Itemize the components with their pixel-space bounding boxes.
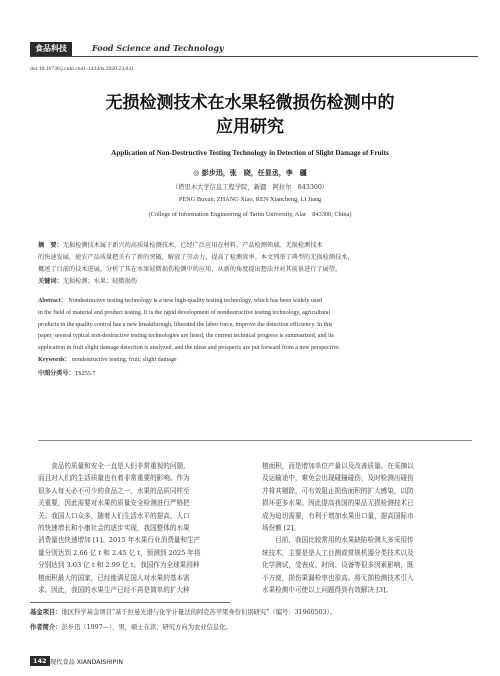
body-line: 求。因此，我国的水果生产已经不再是简单的扩大种 bbox=[38, 586, 190, 595]
funding-label: 基金项目： bbox=[30, 609, 62, 616]
body-line: 植面积最大的国家，已经能满足国人对水果的基本需 bbox=[38, 573, 190, 582]
english-title: Application of Non-Destructive Testing Technology in Detection of Slight Damage of Fruits bbox=[111, 149, 389, 157]
abstract-en bbox=[38, 296, 472, 381]
body-line: 而且对人们的生活质量也有着非常重要的影响。作为 bbox=[38, 474, 190, 483]
body-line: 消费量也快速增加 [1]。2015 年水果行业消费量和生产 bbox=[38, 536, 201, 545]
journal-name: Food Science and Technology bbox=[92, 43, 224, 53]
body-line: 场份额 [2]。 bbox=[262, 524, 300, 533]
publication-name: 现代食品 XIANDAISHIPIN bbox=[50, 659, 123, 666]
body-line: 化学测试，受表皮、时间、设备等很多因素影响，既 bbox=[262, 561, 414, 570]
keywords-cn: 无损检测；水果；轻微损伤 bbox=[62, 278, 137, 285]
affiliation-cn: （塔里木大学信息工程学院，新疆 阿拉尔 843300） bbox=[171, 184, 329, 191]
clc-label: 中图分类号： bbox=[38, 370, 75, 377]
footnote-rule bbox=[30, 602, 230, 603]
body-column-left bbox=[38, 460, 244, 596]
abstract-en-line: products in the quality control has a new breakthrough, liberated the labor force, improve the detection efficiency. In this bbox=[38, 321, 333, 328]
author-note bbox=[30, 622, 478, 631]
authors-en: PENG Buxun, ZHANG Xiao, REN Xiancheng, LI Jiang bbox=[178, 196, 322, 203]
abstract-cn-line: 概述了目前的技术进展，分析了其在水果轻微损伤检测中的应用，从新的角度提出想法并对其前景进行了展望。 bbox=[38, 266, 342, 273]
body-line: 关重要，因此需要对水果的质量安全检测进行严格把 bbox=[38, 499, 190, 508]
body-line: 植面积，而是增加单位产量以及改善质量。在采摘以 bbox=[262, 462, 414, 470]
author-note-label: 作者简介： bbox=[30, 624, 62, 631]
body-column-right bbox=[262, 460, 468, 596]
body-line: 并将其剔除，可有效阻止损伤面积的扩大感染，以防 bbox=[262, 486, 414, 495]
abstract-en-line: Nondestructive testing technology is a new high-quality testing technology, which has been widely used bbox=[68, 298, 323, 304]
authors-cn: ◎ 彭步迅，张 晓，任显丞，李 疆 bbox=[193, 168, 307, 177]
doi: doi:10.16736/j.cnki.cn41-1434/ts.2020.23.041 bbox=[30, 66, 134, 72]
body-line: 分别达到 3.03 亿 t 和 2.99 亿 t。我国作为全球果园种 bbox=[38, 561, 200, 570]
body-line: 目前，我国比较常用的水果缺陷检测大多采用传 bbox=[262, 536, 414, 545]
body-line: 量分别达到 2.66 亿 t 和 2.45 亿 t，预测到 2025 年将 bbox=[38, 548, 201, 557]
body-line: 及运输途中，难免会出现碰撞碰伤，及时检测出碰伤 bbox=[262, 474, 414, 483]
title-line-1: 无损检测技术在水果轻微损伤检测中的 bbox=[105, 93, 395, 113]
body-line: 成为迫切需要，有利于增加水果出口量，提高国际市 bbox=[262, 511, 414, 520]
body-line: 损坏更多水果。因此提高我国的果品无损检测技术已 bbox=[262, 499, 414, 508]
funding-note bbox=[30, 607, 478, 616]
keywords-cn-label: 关键词： bbox=[38, 278, 63, 285]
body-line: 关。我国人口众多，随着人们生活水平的提高，人口 bbox=[38, 511, 190, 520]
body-line: 水果检测中可使以上问题得到有效解决 [3]。 bbox=[262, 586, 393, 595]
header-rule bbox=[30, 56, 478, 57]
body-line: 不方便，损伤果漏检率也很高。将无损检测技术引入 bbox=[262, 573, 414, 582]
body-line: 食品的质量和安全一直是人们非常重视的问题， bbox=[38, 462, 190, 470]
abstract-cn-label: 摘 要： bbox=[38, 242, 63, 249]
abstract-en-line: paper, several typical non-destructive testing technologies are listed, the current technical progress is summarized, and its bbox=[38, 333, 334, 340]
abstract-cn bbox=[38, 240, 472, 288]
page-number: 142 bbox=[30, 656, 50, 666]
body-line: 的快速增长和小康社会的逐步实现，我国整体的水果 bbox=[38, 524, 190, 533]
affiliation-en: (College of Information Engineering of Tarim University, Alar 843300, China) bbox=[148, 211, 352, 218]
keywords-en: nondestructive testing; fruit; slight damage bbox=[72, 356, 177, 363]
abstract-en-line: in the field of material and product testing. It is the rapid development of nondestructive testing technology, agricultural bbox=[38, 309, 331, 316]
clc-number: TS255.7 bbox=[74, 370, 96, 377]
body-line: 很多人每天必不可少的食品之一，水果的品质同样至 bbox=[38, 486, 190, 495]
abstract-en-label: Abstract： bbox=[38, 298, 67, 304]
abstract-divider bbox=[38, 440, 472, 441]
abstract-en-line: application in fruit slight damage detection is analyzed, and the ideas and prospects are put forward from a new perspective. bbox=[38, 345, 341, 352]
abstract-cn-line: 无损检测技术属于新兴的高质量检测技术，已经广泛应用在材料、产品检测领域。无损检测技术 bbox=[62, 242, 323, 249]
author-note-text: 彭步迅（1997—），男，硕士在读；研究方向为农业信息化。 bbox=[61, 624, 232, 631]
section-tag: 食品科技 bbox=[30, 42, 72, 56]
keywords-en-label: Keywords： bbox=[38, 356, 71, 363]
title-line-2: 应用研究 bbox=[216, 117, 284, 137]
journal-header bbox=[30, 42, 478, 56]
abstract-cn-line: 的快速发展，使农产品质量把关有了新的突破，解放了劳动力，提高了检测效率。本文列举了典型的无损检测技术， bbox=[38, 254, 354, 261]
body-line: 统技术，主要是是人工目测或常规机器分类技术以及 bbox=[262, 548, 414, 557]
page-footer bbox=[30, 656, 230, 666]
funding-text: 地区科学基金项目“基于拉曼光谱与化学计量法的阿克苏苹果身份识别研究”（编号：31960503）。 bbox=[61, 609, 337, 616]
